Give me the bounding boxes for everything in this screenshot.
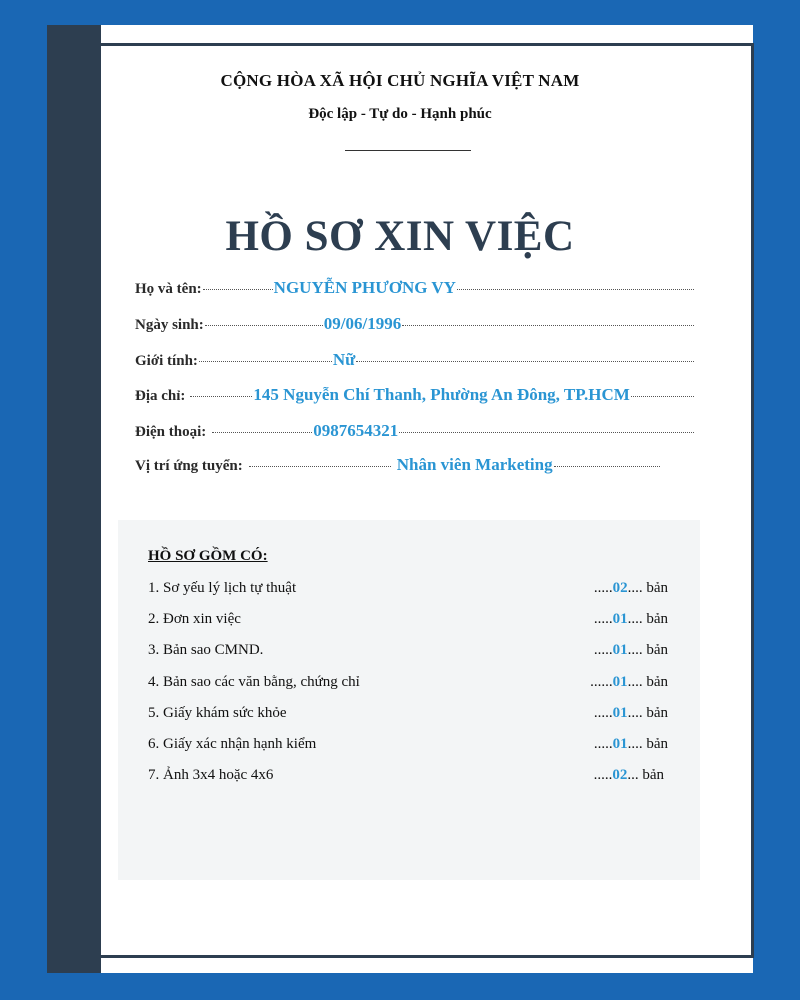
national-motto: Độc lập - Tự do - Hạnh phúc (308, 106, 492, 122)
field-label: Giới tính: (135, 353, 198, 369)
quantity-number: 01 (612, 736, 628, 752)
quantity-unit: bản (646, 611, 668, 627)
quantity-number: 01 (612, 642, 628, 658)
dotted-leader (190, 395, 252, 397)
field-value: 145 Nguyễn Chí Thanh, Phường An Đông, TP.HCM (253, 385, 630, 404)
quantity-number: 02 (612, 767, 628, 783)
quantity-number: 01 (612, 705, 628, 721)
quantity-number: 01 (612, 674, 628, 690)
field-gender (135, 350, 695, 376)
documents-heading: HỒ SƠ GỒM CÓ: (148, 548, 268, 564)
field-label: Điện thoại: (135, 424, 207, 440)
document-name: 3. Bản sao CMND. (148, 642, 264, 658)
quantity-unit: bản (646, 705, 668, 721)
quantity-unit: bản (642, 767, 664, 783)
field-full-name (135, 278, 695, 304)
document-name: 7. Ảnh 3x4 hoặc 4x6 (148, 767, 274, 783)
field-value: NGUYỄN PHƯƠNG VY (273, 278, 456, 297)
national-header: CỘNG HÒA XÃ HỘI CHỦ NGHĨA VIỆT NAM (220, 71, 580, 90)
field-birth-date (135, 314, 695, 340)
document-title: HỒ SƠ XIN VIỆC (225, 213, 575, 260)
document-quantity: .....01.... bản (593, 705, 668, 721)
document-quantity: .....01.... bản (593, 611, 668, 627)
document-item (148, 674, 668, 696)
document-quantity: .....02... bản (593, 767, 664, 783)
dotted-leader (203, 288, 273, 290)
document-item (148, 767, 664, 789)
document-name: 2. Đơn xin việc (148, 611, 241, 627)
field-label: Vị trí ứng tuyển: (135, 458, 243, 474)
document-name: 5. Giấy khám sức khỏe (148, 705, 287, 721)
field-label: Ngày sinh: (135, 317, 204, 333)
documents-panel (118, 520, 700, 880)
quantity-unit: bản (646, 642, 668, 658)
document-quantity: ......01.... bản (590, 674, 668, 690)
header-divider (345, 150, 471, 151)
cover-spine (47, 25, 101, 973)
dotted-leader (356, 360, 694, 362)
document-name: 6. Giấy xác nhận hạnh kiểm (148, 736, 317, 752)
document-quantity: .....01.... bản (593, 642, 668, 658)
document-quantity: .....02.... bản (593, 580, 668, 596)
field-value: Nữ (332, 350, 356, 369)
field-position (135, 455, 695, 481)
document-name: 4. Bản sao các văn bằng, chứng chỉ (148, 674, 360, 690)
document-quantity: .....01.... bản (593, 736, 668, 752)
dotted-leader (399, 431, 694, 433)
quantity-unit: bản (646, 580, 668, 596)
document-item (148, 580, 668, 602)
document-item (148, 705, 668, 727)
field-label: Họ và tên: (135, 281, 202, 297)
field-label: Địa chỉ: (135, 388, 186, 404)
dotted-leader (402, 324, 694, 326)
field-value: 09/06/1996 (323, 314, 402, 333)
document-item (148, 736, 668, 758)
document-item (148, 611, 668, 633)
field-value: 0987654321 (313, 421, 399, 440)
document-item (148, 642, 668, 664)
field-value: Nhân viên Marketing (396, 455, 553, 474)
quantity-unit: bản (646, 674, 668, 690)
quantity-number: 02 (612, 580, 628, 596)
dotted-leader (554, 465, 660, 467)
quantity-number: 01 (612, 611, 628, 627)
field-phone (135, 421, 695, 447)
dotted-leader (205, 324, 323, 326)
field-address (135, 385, 695, 411)
dotted-leader (631, 395, 694, 397)
dotted-leader (212, 431, 312, 433)
dotted-leader (249, 465, 391, 467)
dotted-leader (457, 288, 694, 290)
document-name: 1. Sơ yếu lý lịch tự thuật (148, 580, 297, 596)
dotted-leader (199, 360, 332, 362)
quantity-unit: bản (646, 736, 668, 752)
